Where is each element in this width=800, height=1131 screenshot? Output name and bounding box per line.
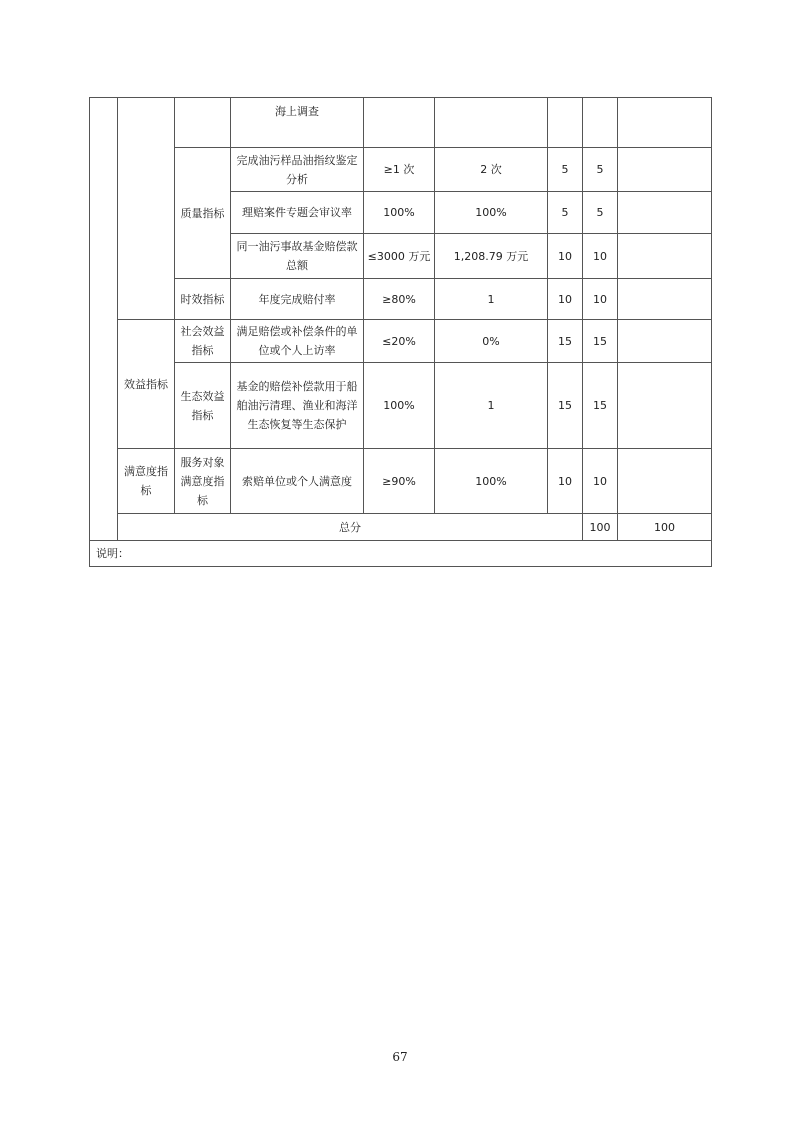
total-label: 总分	[118, 514, 583, 541]
target-cell	[364, 98, 435, 148]
indicator-cell: 理赔案件专题会审议率	[231, 192, 364, 234]
weight-cell: 10	[548, 234, 583, 279]
indicator-cell: 完成油污样品油指纹鉴定分析	[231, 148, 364, 192]
actual-cell	[435, 98, 548, 148]
score-cell: 5	[583, 192, 618, 234]
page-number: 67	[392, 1050, 408, 1064]
remark-cell	[618, 234, 712, 279]
table-row	[90, 363, 712, 449]
actual-cell: 100%	[435, 192, 548, 234]
performance-indicator-table	[89, 97, 712, 567]
subcategory-cell: 服务对象满意度指标	[175, 449, 231, 514]
score-cell: 10	[583, 234, 618, 279]
remark-cell	[618, 320, 712, 363]
weight-cell: 5	[548, 192, 583, 234]
indicator-cell: 满足赔偿或补偿条件的单位或个人上访率	[231, 320, 364, 363]
remark-cell	[618, 449, 712, 514]
indicator-cell: 基金的赔偿补偿款用于船舶油污清理、渔业和海洋生态恢复等生态保护	[231, 363, 364, 449]
actual-cell: 1,208.79 万元	[435, 234, 548, 279]
third-level-indicator-cell	[175, 98, 231, 148]
actual-cell: 0%	[435, 320, 548, 363]
target-cell: ≥90%	[364, 449, 435, 514]
score-cell: 15	[583, 363, 618, 449]
category-cell: 满意度指标	[118, 449, 175, 514]
target-cell: 100%	[364, 192, 435, 234]
actual-cell: 1	[435, 279, 548, 320]
weight-cell: 10	[548, 449, 583, 514]
remark-cell	[618, 98, 712, 148]
first-level-indicator-cell	[90, 98, 118, 541]
category-cell: 效益指标	[118, 320, 175, 449]
remark-cell	[618, 148, 712, 192]
weight-cell: 10	[548, 279, 583, 320]
table-row	[90, 98, 712, 148]
table-row	[90, 148, 712, 192]
category-cell: 时效指标	[175, 279, 231, 320]
score-cell: 5	[583, 148, 618, 192]
table-row	[90, 449, 712, 514]
target-cell: 100%	[364, 363, 435, 449]
score-cell: 10	[583, 279, 618, 320]
score-cell: 10	[583, 449, 618, 514]
remark-cell	[618, 192, 712, 234]
weight-cell: 15	[548, 363, 583, 449]
category-cell: 质量指标	[175, 148, 231, 279]
actual-cell: 100%	[435, 449, 548, 514]
total-score: 100	[618, 514, 712, 541]
target-cell: ≤20%	[364, 320, 435, 363]
target-cell: ≥80%	[364, 279, 435, 320]
table-row	[90, 279, 712, 320]
score-cell: 15	[583, 320, 618, 363]
total-row	[90, 514, 712, 541]
second-level-indicator-cell	[118, 98, 175, 320]
indicator-cell: 年度完成赔付率	[231, 279, 364, 320]
subcategory-cell: 社会效益指标	[175, 320, 231, 363]
indicator-cell: 索赔单位或个人满意度	[231, 449, 364, 514]
note-label: 说明：	[90, 541, 712, 567]
remark-cell	[618, 363, 712, 449]
remark-cell	[618, 279, 712, 320]
note-row	[90, 541, 712, 567]
indicator-cell: 同一油污事故基金赔偿款总额	[231, 234, 364, 279]
score-cell	[583, 98, 618, 148]
actual-cell: 2 次	[435, 148, 548, 192]
target-cell: ≥1 次	[364, 148, 435, 192]
target-cell: ≤3000 万元	[364, 234, 435, 279]
actual-cell: 1	[435, 363, 548, 449]
weight-cell	[548, 98, 583, 148]
subcategory-cell: 生态效益指标	[175, 363, 231, 449]
weight-cell: 15	[548, 320, 583, 363]
total-weight: 100	[583, 514, 618, 541]
weight-cell: 5	[548, 148, 583, 192]
table-row	[90, 320, 712, 363]
indicator-cell: 海上调查	[231, 98, 364, 148]
